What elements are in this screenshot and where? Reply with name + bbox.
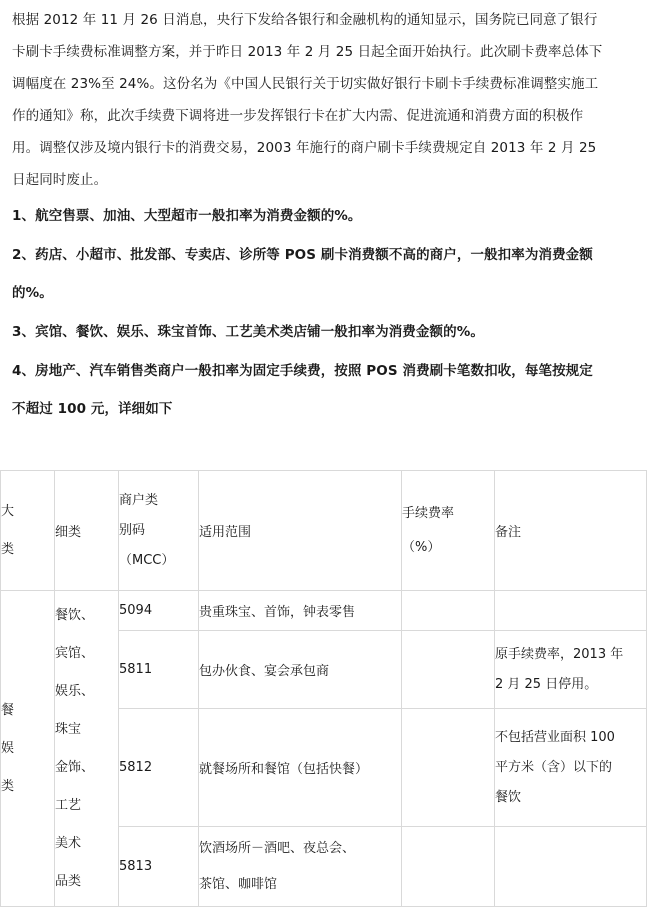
note-cell: 原手续费率，2013 年 2 月 25 日停用。 — [495, 631, 647, 709]
header-rate: 手续费率 （%） — [402, 471, 495, 591]
paragraph-line: 日起同时废止。 — [12, 172, 108, 188]
scope-text: 包办伙食、宴会承包商 — [199, 631, 402, 709]
rate-cell — [402, 709, 495, 827]
paragraph-line: 卡刷卡手续费标准调整方案，并于昨日 2013 年 2 月 25 日起全面开始执行。此次刷卡费率总体下 — [12, 44, 603, 60]
mcc-code: 5094 — [119, 591, 199, 631]
note-cell — [495, 591, 647, 631]
scope-text: 贵重珠宝、首饰，钟表零售 — [199, 591, 402, 631]
scope-text: 就餐场所和餐馆（包括快餐） — [199, 709, 402, 827]
rate-item-1: 1、航空售票、加油、大型超市一般扣率为消费金额的%。 — [12, 208, 362, 224]
header-subcategory: 细类 — [55, 471, 119, 591]
rate-item-3: 3、宾馆、餐饮、娱乐、珠宝首饰、工艺美术类店铺一般扣率为消费金额的%。 — [12, 324, 484, 340]
header-category: 大 类 — [1, 471, 55, 591]
header-mcc: 商户类 别码 （MCC） — [119, 471, 199, 591]
header-note: 备注 — [495, 471, 647, 591]
fee-table — [0, 470, 647, 907]
mcc-code: 5811 — [119, 631, 199, 709]
rate-item-2: 2、药店、小超市、批发部、专卖店、诊所等 POS 刷卡消费额不高的商户，一般扣率为消费金额 的%。 — [12, 247, 593, 301]
rate-cell — [402, 591, 495, 631]
rate-cell — [402, 631, 495, 709]
mcc-code: 5812 — [119, 709, 199, 827]
rate-cell — [402, 827, 495, 907]
paragraph-line: 作的通知》称，此次手续费下调将进一步发挥银行卡在扩大内需、促进流通和消费方面的积极作 — [12, 108, 584, 124]
note-cell — [495, 827, 647, 907]
mcc-code: 5813 — [119, 827, 199, 907]
table-row — [1, 591, 647, 631]
note-cell: 不包括营业面积 100 平方米（含）以下的 餐饮 — [495, 709, 647, 827]
group-subcategory: 餐饮、 宾馆、 娱乐、 珠宝 金饰、 工艺 美术 品类 — [55, 591, 119, 907]
announcement-text — [12, 4, 640, 428]
group-category: 餐 娱 类 — [1, 591, 55, 907]
paragraph-line: 用。调整仅涉及境内银行卡的消费交易，2003 年施行的商户刷卡手续费规定自 2013 年 2 月 25 — [12, 140, 597, 156]
paragraph-line: 根据 2012 年 11 月 26 日消息，央行下发给各银行和金融机构的通知显示，国务院已同意了银行 — [12, 12, 598, 28]
paragraph-line: 调幅度在 23%至 24%。这份名为《中国人民银行关于切实做好银行卡刷卡手续费标准调整实施工 — [12, 76, 599, 92]
header-scope: 适用范围 — [199, 471, 402, 591]
scope-text: 饮酒场所－酒吧、夜总会、 茶馆、咖啡馆 — [199, 827, 402, 907]
table-header-row — [1, 471, 647, 591]
rate-item-4: 4、房地产、汽车销售类商户一般扣率为固定手续费，按照 POS 消费刷卡笔数扣收，每笔按规定 不超过 100 元，详细如下 — [12, 363, 593, 417]
